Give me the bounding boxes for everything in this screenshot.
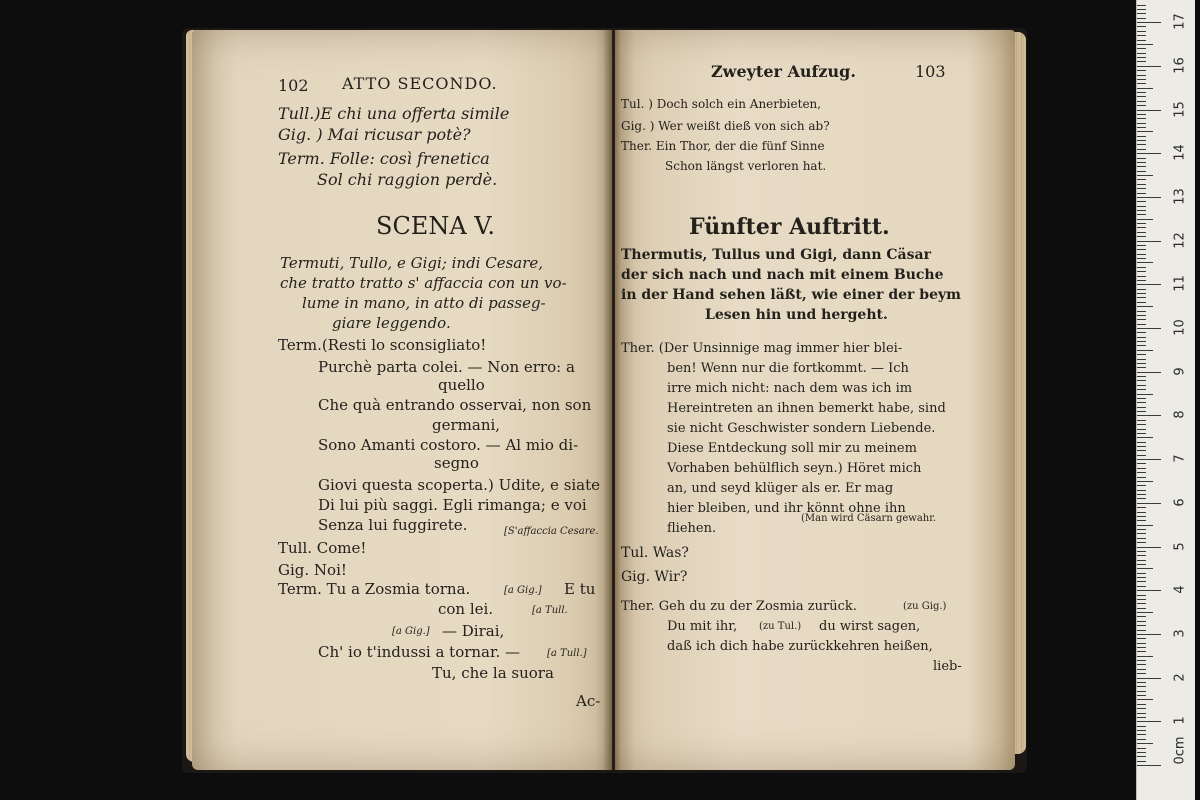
ruler-tick <box>1137 219 1153 220</box>
ruler-tick <box>1137 245 1146 246</box>
ruler-tick <box>1137 739 1146 740</box>
ruler-tick <box>1137 166 1146 167</box>
ruler-tick <box>1137 289 1146 290</box>
right-speech-line-2: ben! Wenn nur die fortkommt. — Ich <box>667 361 909 376</box>
ruler-number: 7 <box>1172 454 1188 463</box>
ruler-tick <box>1137 306 1153 307</box>
ruler-number: 17 <box>1172 13 1188 30</box>
left-aside-a-gig-1: [a Gig.] <box>504 585 542 596</box>
ruler-tick <box>1137 433 1146 434</box>
ruler-tick <box>1137 651 1146 652</box>
ruler-tick <box>1137 590 1161 591</box>
ruler-tick <box>1137 214 1146 215</box>
ruler-tick <box>1137 227 1146 228</box>
ruler-tick <box>1137 695 1146 696</box>
ruler-tick <box>1137 372 1161 373</box>
ruler-tick <box>1137 385 1146 386</box>
ruler-tick <box>1137 341 1146 342</box>
left-speech-line-5: germani, <box>432 416 501 434</box>
ruler-tick <box>1137 656 1153 657</box>
right-stage-direction-2: der sich nach und nach mit einem Buche <box>621 267 944 283</box>
measuring-ruler <box>1136 0 1195 800</box>
right-tul-line: Tul. Was? <box>621 545 689 561</box>
ruler-tick <box>1137 101 1146 102</box>
left-stage-direction-3: lume in mano, in atto di passeg- <box>302 294 546 312</box>
ruler-tick <box>1137 171 1146 172</box>
ruler-tick <box>1137 682 1146 683</box>
left-term-line-3: — Dirai, <box>442 622 505 640</box>
ruler-number: 16 <box>1172 57 1188 74</box>
ruler-tick <box>1137 258 1146 259</box>
ruler-tick <box>1137 83 1146 84</box>
ruler-number: 9 <box>1172 367 1188 376</box>
left-speech-line-9: Di lui più saggi. Egli rimanga; e voi <box>318 496 587 514</box>
ruler-tick <box>1137 131 1153 132</box>
left-speech-line-1: Term.(Resti lo sconsigliato! <box>278 336 487 354</box>
left-term-line-1: Term. Tu a Zosmia torna. <box>278 580 471 598</box>
left-page-number: 102 <box>278 76 309 95</box>
left-term-line-2: con lei. <box>438 600 494 618</box>
ruler-number: 10 <box>1172 319 1188 336</box>
ruler-tick <box>1137 463 1146 464</box>
ruler-tick <box>1137 734 1146 735</box>
right-stage-direction-4: Lesen hin und hergeht. <box>705 307 888 323</box>
ruler-tick <box>1137 232 1146 233</box>
ruler-tick <box>1137 350 1153 351</box>
left-line-2: Gig. ) Mai ricusar potè? <box>278 125 471 144</box>
ruler-tick <box>1137 319 1146 320</box>
left-catchword: Ac- <box>576 692 601 710</box>
right-speech-line-8: an, und seyd klüger als er. Er mag <box>667 481 894 496</box>
ruler-tick <box>1137 324 1146 325</box>
ruler-tick <box>1137 249 1146 250</box>
ruler-tick <box>1137 367 1146 368</box>
ruler-tick <box>1137 118 1146 119</box>
left-speech-line-4: Che quà entrando osservai, non son <box>318 396 592 414</box>
ruler-tick <box>1137 44 1153 45</box>
ruler-tick <box>1137 713 1146 714</box>
ruler-tick <box>1137 26 1146 27</box>
left-line-4: Sol chi raggion perdè. <box>317 170 498 189</box>
ruler-tick <box>1137 625 1146 626</box>
ruler-tick <box>1137 297 1146 298</box>
ruler-number: 2 <box>1172 672 1188 682</box>
right-line-4: Schon längst verloren hat. <box>665 159 827 173</box>
ruler-tick <box>1137 13 1146 14</box>
ruler-tick <box>1137 407 1146 408</box>
ruler-tick <box>1137 276 1146 277</box>
ruler-tick <box>1137 88 1153 89</box>
ruler-tick <box>1137 162 1146 163</box>
left-term-line-5: Tu, che la suora <box>432 664 554 682</box>
ruler-tick <box>1137 223 1146 224</box>
ruler-tick <box>1137 210 1146 211</box>
ruler-tick <box>1137 630 1146 631</box>
right-gig-line: Gig. Wir? <box>621 569 688 585</box>
ruler-tick <box>1137 752 1146 753</box>
left-speech-line-10: Senza lui fuggirete. <box>318 516 468 534</box>
ruler-tick <box>1137 446 1146 447</box>
right-stage-direction-1: Thermutis, Tullus und Gigi, dann Cäsar <box>621 247 931 263</box>
ruler-tick <box>1137 398 1146 399</box>
ruler-tick <box>1137 158 1146 159</box>
ruler-tick <box>1137 79 1146 80</box>
right-page-number: 103 <box>915 62 946 81</box>
ruler-number: 11 <box>1172 275 1188 293</box>
ruler-tick <box>1137 136 1146 137</box>
ruler-tick <box>1137 485 1146 486</box>
left-term-line-4: Ch' io t'indussi a tornar. — <box>318 643 521 661</box>
ruler-tick <box>1137 564 1146 565</box>
right-scene-title: Fünfter Auftritt. <box>689 214 890 240</box>
ruler-tick <box>1137 555 1146 556</box>
ruler-tick <box>1137 551 1146 552</box>
book-gutter <box>603 30 621 770</box>
ruler-number: 0cm <box>1172 736 1188 765</box>
left-speech-line-3: quello <box>438 376 485 394</box>
ruler-tick <box>1137 525 1153 526</box>
ruler-tick <box>1137 664 1146 665</box>
ruler-tick <box>1137 529 1146 530</box>
ruler-tick <box>1137 520 1146 521</box>
ruler-tick <box>1137 66 1161 67</box>
ruler-tick <box>1137 455 1146 456</box>
right-speech-line-7: Vorhaben behülflich seyn.) Höret mich <box>667 461 922 476</box>
ruler-tick <box>1137 18 1146 19</box>
ruler-tick <box>1137 699 1153 700</box>
ruler-tick <box>1137 337 1146 338</box>
ruler-tick <box>1137 75 1146 76</box>
ruler-tick <box>1137 402 1146 403</box>
ruler-tick <box>1137 293 1146 294</box>
ruler-tick <box>1137 586 1146 587</box>
ruler-tick <box>1137 477 1146 478</box>
ruler-tick <box>1137 9 1146 10</box>
ruler-tick <box>1137 490 1146 491</box>
ruler-tick <box>1137 512 1146 513</box>
ruler-tick <box>1137 193 1146 194</box>
ruler-tick <box>1137 415 1161 416</box>
ruler-tick <box>1137 612 1153 613</box>
right-ther-line-2: Du mit ihr, <box>667 619 738 634</box>
right-speech-line-5: sie nicht Geschwister sondern Liebende. <box>667 421 936 436</box>
ruler-tick <box>1137 271 1146 272</box>
left-line-3: Term. Folle: così frenetica <box>278 149 490 168</box>
ruler-tick <box>1137 280 1146 281</box>
left-term-line-1b: E tu <box>564 580 596 598</box>
ruler-tick <box>1137 647 1146 648</box>
ruler-tick <box>1137 678 1161 679</box>
ruler-number: 6 <box>1172 498 1188 507</box>
ruler-tick <box>1137 673 1146 674</box>
right-speech-line-9: hier bleiben, und ihr könnt ohne ihn <box>667 501 906 516</box>
right-line-2: Gig. ) Wer weißt dieß von sich ab? <box>621 119 830 133</box>
left-speech-line-2: Purchè parta colei. — Non erro: a <box>318 358 575 376</box>
ruler-tick <box>1137 315 1146 316</box>
right-stage-direction-3: in der Hand sehen läßt, wie einer der beym <box>621 287 961 303</box>
right-line-1: Tul. ) Doch solch ein Anerbieten, <box>621 97 822 111</box>
right-speech-line-4: Hereintreten an ihnen bemerkt habe, sind <box>667 401 946 416</box>
right-aside-zu-tul: (zu Tul.) <box>759 621 802 632</box>
ruler-tick <box>1137 573 1146 574</box>
ruler-tick <box>1137 686 1146 687</box>
ruler-tick <box>1137 437 1153 438</box>
ruler-tick <box>1137 188 1146 189</box>
left-stage-direction-1: Termuti, Tullo, e Gigi; indi Cesare, <box>280 254 544 272</box>
ruler-tick <box>1137 691 1146 692</box>
ruler-tick <box>1137 105 1146 106</box>
ruler-tick <box>1137 127 1146 128</box>
ruler-tick <box>1137 743 1153 744</box>
ruler-tick <box>1137 394 1153 395</box>
ruler-tick <box>1137 603 1146 604</box>
ruler-tick <box>1137 35 1146 36</box>
ruler-tick <box>1137 359 1146 360</box>
ruler-tick <box>1137 184 1146 185</box>
right-aside-caesar: (Man wird Cäsarn gewahr. <box>801 513 937 524</box>
left-stage-direction-2: che tratto tratto s' affaccia con un vo- <box>280 274 567 292</box>
ruler-tick <box>1137 363 1146 364</box>
left-line-1: Tull.)E chi una offerta simile <box>278 104 510 123</box>
ruler-tick <box>1137 634 1161 635</box>
ruler-tick <box>1137 547 1161 548</box>
ruler-tick <box>1137 149 1146 150</box>
ruler-tick <box>1137 175 1153 176</box>
ruler-tick <box>1137 638 1146 639</box>
ruler-number: 5 <box>1172 541 1188 551</box>
ruler-tick <box>1137 311 1146 312</box>
left-scene-title: SCENA V. <box>376 212 496 240</box>
ruler-tick <box>1137 389 1146 390</box>
ruler-number: 4 <box>1172 585 1188 594</box>
left-aside-cesare: [S'affaccia Cesare. <box>504 526 599 537</box>
ruler-tick <box>1137 354 1146 355</box>
ruler-tick <box>1137 533 1146 534</box>
ruler-tick <box>1137 332 1146 333</box>
ruler-tick <box>1137 284 1161 285</box>
ruler-tick <box>1137 450 1146 451</box>
ruler-tick <box>1137 542 1146 543</box>
ruler-tick <box>1137 568 1153 569</box>
ruler-tick <box>1137 345 1146 346</box>
ruler-tick <box>1137 669 1146 670</box>
left-stage-direction-4: giare leggendo. <box>332 314 451 332</box>
ruler-number: 13 <box>1172 188 1188 205</box>
ruler-tick <box>1137 57 1146 58</box>
ruler-tick <box>1137 241 1161 242</box>
left-gig-line: Gig. Noi! <box>278 561 347 579</box>
ruler-number: 12 <box>1172 231 1188 249</box>
right-page <box>615 30 1015 770</box>
ruler-tick <box>1137 616 1146 617</box>
ruler-number: 1 <box>1172 716 1188 725</box>
right-speech-line-10: fliehen. <box>667 521 717 536</box>
left-aside-a-tull-1: [a Tull. <box>532 605 568 616</box>
ruler-tick <box>1137 31 1146 32</box>
ruler-tick <box>1137 70 1146 71</box>
left-tull-line: Tull. Come! <box>278 539 367 557</box>
ruler-tick <box>1137 48 1146 49</box>
ruler-tick <box>1137 420 1146 421</box>
ruler-tick <box>1137 201 1146 202</box>
ruler-tick <box>1137 581 1146 582</box>
ruler-tick <box>1137 577 1146 578</box>
ruler-tick <box>1137 5 1146 6</box>
right-catchword: lieb- <box>933 659 962 674</box>
ruler-tick <box>1137 538 1146 539</box>
ruler-tick <box>1137 22 1161 23</box>
ruler-tick <box>1137 267 1146 268</box>
ruler-tick <box>1137 730 1146 731</box>
ruler-tick <box>1137 704 1146 705</box>
ruler-tick <box>1137 328 1161 329</box>
ruler-tick <box>1137 621 1146 622</box>
ruler-tick <box>1137 123 1146 124</box>
ruler-tick <box>1137 254 1146 255</box>
right-aside-zu-gig: (zu Gig.) <box>903 601 947 612</box>
left-speech-line-8: Giovi questa scoperta.) Udite, e siate <box>318 476 601 494</box>
ruler-tick <box>1137 429 1146 430</box>
ruler-tick <box>1137 761 1146 762</box>
ruler-tick <box>1137 507 1146 508</box>
left-aside-a-tull-2: [a Tull.] <box>547 648 587 659</box>
right-running-head: Zweyter Aufzug. <box>711 62 856 81</box>
ruler-tick <box>1137 748 1146 749</box>
ruler-tick <box>1137 481 1153 482</box>
ruler-tick <box>1137 765 1161 766</box>
ruler-tick <box>1137 459 1161 460</box>
left-aside-a-gig-2: [a Gig.] <box>392 626 430 637</box>
ruler-tick <box>1137 376 1146 377</box>
ruler-tick <box>1137 721 1161 722</box>
ruler-number: 14 <box>1172 144 1188 161</box>
ruler-tick <box>1137 726 1146 727</box>
ruler-tick <box>1137 411 1146 412</box>
ruler-tick <box>1137 179 1146 180</box>
ruler-tick <box>1137 608 1146 609</box>
ruler-tick <box>1137 599 1146 600</box>
ruler-tick <box>1137 197 1161 198</box>
ruler-tick <box>1137 442 1146 443</box>
ruler-tick <box>1137 144 1146 145</box>
ruler-tick <box>1137 503 1161 504</box>
right-ther-line-1: Ther. Geh du zu der Zosmia zurück. <box>621 599 857 614</box>
right-ther-line-2b: du wirst sagen, <box>819 619 921 634</box>
ruler-tick <box>1137 53 1146 54</box>
ruler-tick <box>1137 236 1146 237</box>
right-speech-line-1: Ther. (Der Unsinnige mag immer hier blei- <box>621 341 903 356</box>
ruler-tick <box>1137 717 1146 718</box>
right-line-3: Ther. Ein Thor, der die fünf Sinne <box>621 139 825 153</box>
ruler-tick <box>1137 708 1146 709</box>
ruler-tick <box>1137 472 1146 473</box>
ruler-tick <box>1137 468 1146 469</box>
ruler-tick <box>1137 262 1153 263</box>
ruler-tick <box>1137 756 1146 757</box>
ruler-tick <box>1137 302 1146 303</box>
left-page <box>192 30 612 770</box>
ruler-tick <box>1137 110 1161 111</box>
right-speech-line-6: Diese Entdeckung soll mir zu meinem <box>667 441 917 456</box>
ruler-number: 8 <box>1172 410 1188 420</box>
ruler-tick <box>1137 498 1146 499</box>
ruler-tick <box>1137 96 1146 97</box>
ruler-number: 3 <box>1172 629 1188 638</box>
left-running-head: ATTO SECONDO. <box>342 74 498 93</box>
ruler-tick <box>1137 140 1146 141</box>
ruler-tick <box>1137 595 1146 596</box>
ruler-tick <box>1137 560 1146 561</box>
left-speech-line-7: segno <box>434 454 479 472</box>
right-speech-line-3: irre mich nicht: nach dem was ich im <box>667 381 913 396</box>
ruler-tick <box>1137 643 1146 644</box>
right-ther-line-3: daß ich dich habe zurückkehren heißen, <box>667 639 933 654</box>
ruler-tick <box>1137 206 1146 207</box>
ruler-number: 15 <box>1172 100 1188 118</box>
ruler-tick <box>1137 40 1146 41</box>
ruler-tick <box>1137 424 1146 425</box>
ruler-tick <box>1137 660 1146 661</box>
ruler-tick <box>1137 494 1146 495</box>
ruler-tick <box>1137 114 1146 115</box>
ruler-tick <box>1137 92 1146 93</box>
ruler-tick <box>1137 61 1146 62</box>
ruler-tick <box>1137 153 1161 154</box>
ruler-tick <box>1137 516 1146 517</box>
ruler-tick <box>1137 380 1146 381</box>
left-speech-line-6: Sono Amanti costoro. — Al mio di- <box>318 436 579 454</box>
